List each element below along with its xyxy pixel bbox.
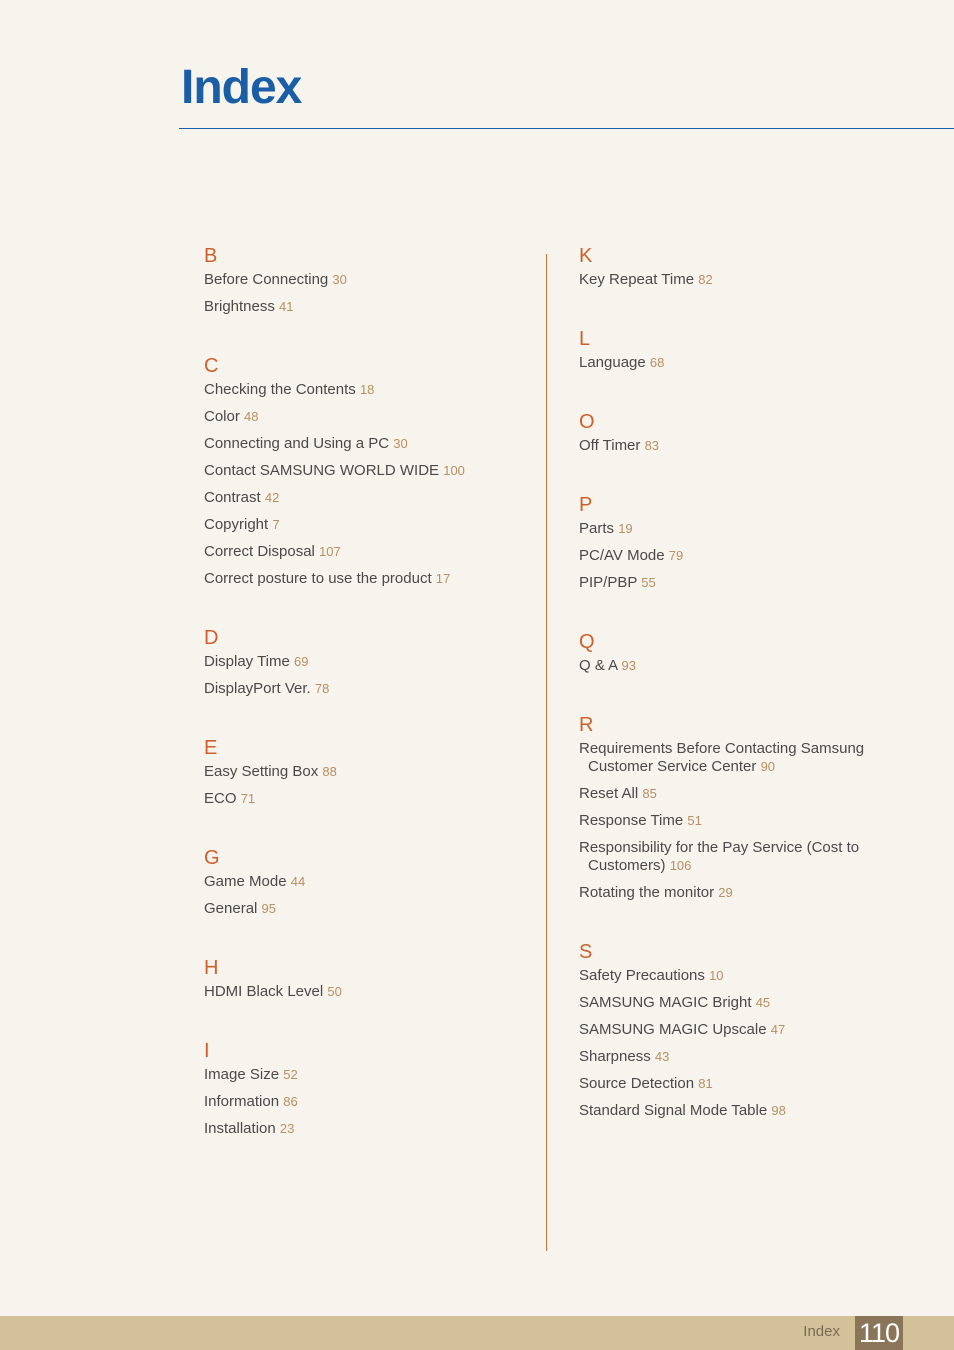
entry-page-number[interactable]: 19	[618, 521, 633, 536]
entry-term: Installation	[204, 1120, 276, 1137]
entry-page-number[interactable]: 100	[443, 463, 465, 478]
index-column-left	[204, 244, 544, 1176]
entry-term: SAMSUNG MAGIC Upscale	[579, 1021, 767, 1038]
entry-page-number[interactable]: 30	[332, 272, 347, 287]
entry-term: SAMSUNG MAGIC Bright	[579, 994, 752, 1011]
entry-page-number[interactable]: 93	[621, 658, 636, 673]
entry-page-number[interactable]: 98	[771, 1103, 786, 1118]
entry-page-number[interactable]: 78	[314, 681, 330, 696]
index-section-g	[204, 846, 544, 918]
title-underline	[179, 128, 954, 129]
entry-term: DisplayPort Ver.	[204, 680, 311, 697]
entry-page-number[interactable]: 71	[240, 791, 256, 806]
index-entry[interactable]	[579, 574, 899, 592]
page-footer	[0, 1316, 954, 1350]
entry-page-number[interactable]: 10	[709, 968, 724, 983]
entry-term: PC/AV Mode	[579, 547, 665, 564]
index-entry[interactable]	[579, 884, 899, 902]
index-section-e	[204, 736, 544, 808]
section-letter: S	[579, 941, 593, 963]
index-entry[interactable]	[579, 547, 899, 565]
index-entry[interactable]	[204, 543, 544, 561]
section-letter: K	[579, 245, 593, 267]
index-section-i	[204, 1039, 544, 1138]
index-section-k	[579, 244, 899, 289]
index-entry[interactable]	[204, 1066, 544, 1084]
index-entry[interactable]	[204, 381, 544, 399]
entry-term: HDMI Black Level	[204, 983, 324, 1000]
entry-page-number[interactable]: 52	[283, 1067, 298, 1082]
index-entry[interactable]	[579, 271, 899, 289]
index-entry[interactable]	[579, 354, 899, 372]
index-section-p	[579, 493, 899, 592]
page-number: 110	[855, 1316, 903, 1350]
index-section-d	[204, 626, 544, 698]
entry-term: Off Timer	[579, 437, 641, 454]
section-letter: L	[579, 328, 591, 350]
index-entry[interactable]	[579, 1102, 899, 1120]
entry-page-number[interactable]: 88	[322, 764, 337, 779]
index-entry[interactable]	[204, 408, 544, 426]
entry-term: Display Time	[204, 653, 290, 670]
section-letter: B	[204, 245, 218, 267]
index-entry[interactable]	[579, 994, 899, 1012]
entry-term: Reset All	[579, 785, 639, 802]
entry-term: Parts	[579, 520, 615, 537]
index-entry[interactable]	[204, 680, 544, 698]
entry-term: Requirements Before Contacting Samsung Customer Service Center	[579, 740, 865, 775]
index-entry[interactable]	[204, 790, 544, 808]
section-letter: P	[579, 494, 593, 516]
entry-page-number[interactable]: 83	[644, 438, 660, 453]
entry-term: Game Mode	[204, 873, 287, 890]
entry-page-number[interactable]: 79	[668, 548, 684, 563]
index-entry[interactable]	[579, 520, 899, 538]
index-entry[interactable]	[579, 1048, 899, 1066]
section-letter: I	[204, 1040, 210, 1062]
index-section-l	[579, 327, 899, 372]
entry-page-number[interactable]: 43	[654, 1049, 670, 1064]
footer-section-label: Index	[803, 1323, 840, 1340]
section-letter: O	[579, 411, 595, 433]
entry-page-number[interactable]: 68	[649, 355, 665, 370]
index-entry[interactable]	[204, 298, 544, 316]
entry-term: Correct posture to use the product	[204, 570, 432, 587]
entry-term: Color	[204, 408, 240, 425]
index-column-right	[579, 244, 899, 1158]
entry-term: General	[204, 900, 258, 917]
index-entry[interactable]	[204, 570, 544, 588]
section-letter: G	[204, 847, 220, 869]
entry-page-number[interactable]: 106	[669, 858, 692, 873]
entry-page-number[interactable]: 18	[359, 382, 375, 397]
index-entry[interactable]	[204, 653, 544, 671]
entry-page-number[interactable]: 17	[435, 571, 451, 586]
index-entry[interactable]	[579, 967, 899, 985]
entry-term: Rotating the monitor	[579, 884, 715, 901]
entry-term: Contact SAMSUNG WORLD WIDE	[204, 462, 440, 479]
index-section-h	[204, 956, 544, 1001]
entry-page-number[interactable]: 41	[279, 299, 294, 314]
page-title: Index	[181, 61, 302, 114]
entry-term: PIP/PBP	[579, 574, 638, 591]
entry-page-number[interactable]: 86	[283, 1094, 298, 1109]
entry-page-number[interactable]: 48	[244, 409, 259, 424]
entry-page-number[interactable]: 51	[687, 813, 702, 828]
section-letter: D	[204, 627, 219, 649]
index-section-q	[579, 630, 899, 675]
index-entry[interactable]	[579, 812, 899, 830]
column-divider	[546, 254, 547, 1251]
entry-term: Language	[579, 354, 646, 371]
entry-term: Information	[204, 1093, 280, 1110]
entry-term: Easy Setting Box	[204, 763, 319, 780]
entry-page-number[interactable]: 95	[261, 901, 277, 916]
entry-page-number[interactable]: 85	[642, 786, 657, 801]
entry-term: ECO	[204, 790, 237, 807]
entry-term: Response Time	[579, 812, 684, 829]
entry-page-number[interactable]: 47	[770, 1022, 786, 1037]
index-entry[interactable]	[204, 1120, 544, 1138]
entry-term: Connecting and Using a PC	[204, 435, 390, 452]
section-letter: Q	[579, 631, 595, 653]
entry-term: Sharpness	[579, 1048, 651, 1065]
entry-term: Standard Signal Mode Table	[579, 1102, 768, 1119]
index-section-o	[579, 410, 899, 455]
entry-term: Q & A	[579, 657, 618, 674]
entry-page-number[interactable]: 82	[698, 272, 713, 287]
entry-page-number[interactable]: 45	[755, 995, 771, 1010]
index-entry[interactable]	[204, 462, 544, 480]
index-section-r	[579, 713, 899, 902]
index-entry[interactable]	[579, 785, 899, 803]
entry-term: Key Repeat Time	[579, 271, 695, 288]
entry-page-number[interactable]: 90	[760, 759, 776, 774]
index-entry[interactable]	[204, 435, 544, 453]
index-entry[interactable]	[204, 271, 544, 289]
entry-term: Before Connecting	[204, 271, 329, 288]
entry-term: Source Detection	[579, 1075, 695, 1092]
index-section-c	[204, 354, 544, 588]
index-entry[interactable]	[204, 516, 544, 534]
entry-page-number[interactable]: 30	[393, 436, 408, 451]
section-letter: R	[579, 714, 594, 736]
entry-page-number[interactable]: 55	[641, 575, 656, 590]
index-entry[interactable]	[204, 873, 544, 891]
entry-term: Checking the Contents	[204, 381, 356, 398]
entry-page-number[interactable]: 23	[279, 1121, 295, 1136]
entry-page-number[interactable]: 50	[327, 984, 342, 999]
index-entry[interactable]	[579, 437, 899, 455]
entry-term: Image Size	[204, 1066, 280, 1083]
entry-term: Contrast	[204, 489, 261, 506]
index-entry[interactable]	[579, 740, 899, 776]
entry-term: Correct Disposal	[204, 543, 315, 560]
index-entry[interactable]	[579, 839, 899, 875]
index-entry[interactable]	[204, 763, 544, 781]
entry-term: Brightness	[204, 298, 275, 315]
section-letter: E	[204, 737, 218, 759]
entry-page-number[interactable]: 7	[272, 517, 280, 532]
entry-term: Copyright	[204, 516, 269, 533]
index-entry[interactable]	[204, 1093, 544, 1111]
entry-page-number[interactable]: 107	[319, 544, 341, 559]
index-entry[interactable]	[579, 1075, 899, 1093]
index-entry[interactable]	[579, 1021, 899, 1039]
section-letter: H	[204, 957, 219, 979]
entry-page-number[interactable]: 69	[294, 654, 309, 669]
entry-page-number[interactable]: 42	[264, 490, 280, 505]
index-section-s	[579, 940, 899, 1120]
index-entry[interactable]	[204, 489, 544, 507]
entry-term: Responsibility for the Pay Service (Cost to Customers)	[579, 839, 860, 874]
entry-page-number[interactable]: 29	[718, 885, 733, 900]
index-entry[interactable]	[579, 657, 899, 675]
index-section-b	[204, 244, 544, 316]
entry-page-number[interactable]: 81	[698, 1076, 713, 1091]
section-letter: C	[204, 355, 219, 377]
index-entry[interactable]	[204, 900, 544, 918]
entry-term: Safety Precautions	[579, 967, 705, 984]
index-entry[interactable]	[204, 983, 544, 1001]
entry-page-number[interactable]: 44	[290, 874, 306, 889]
